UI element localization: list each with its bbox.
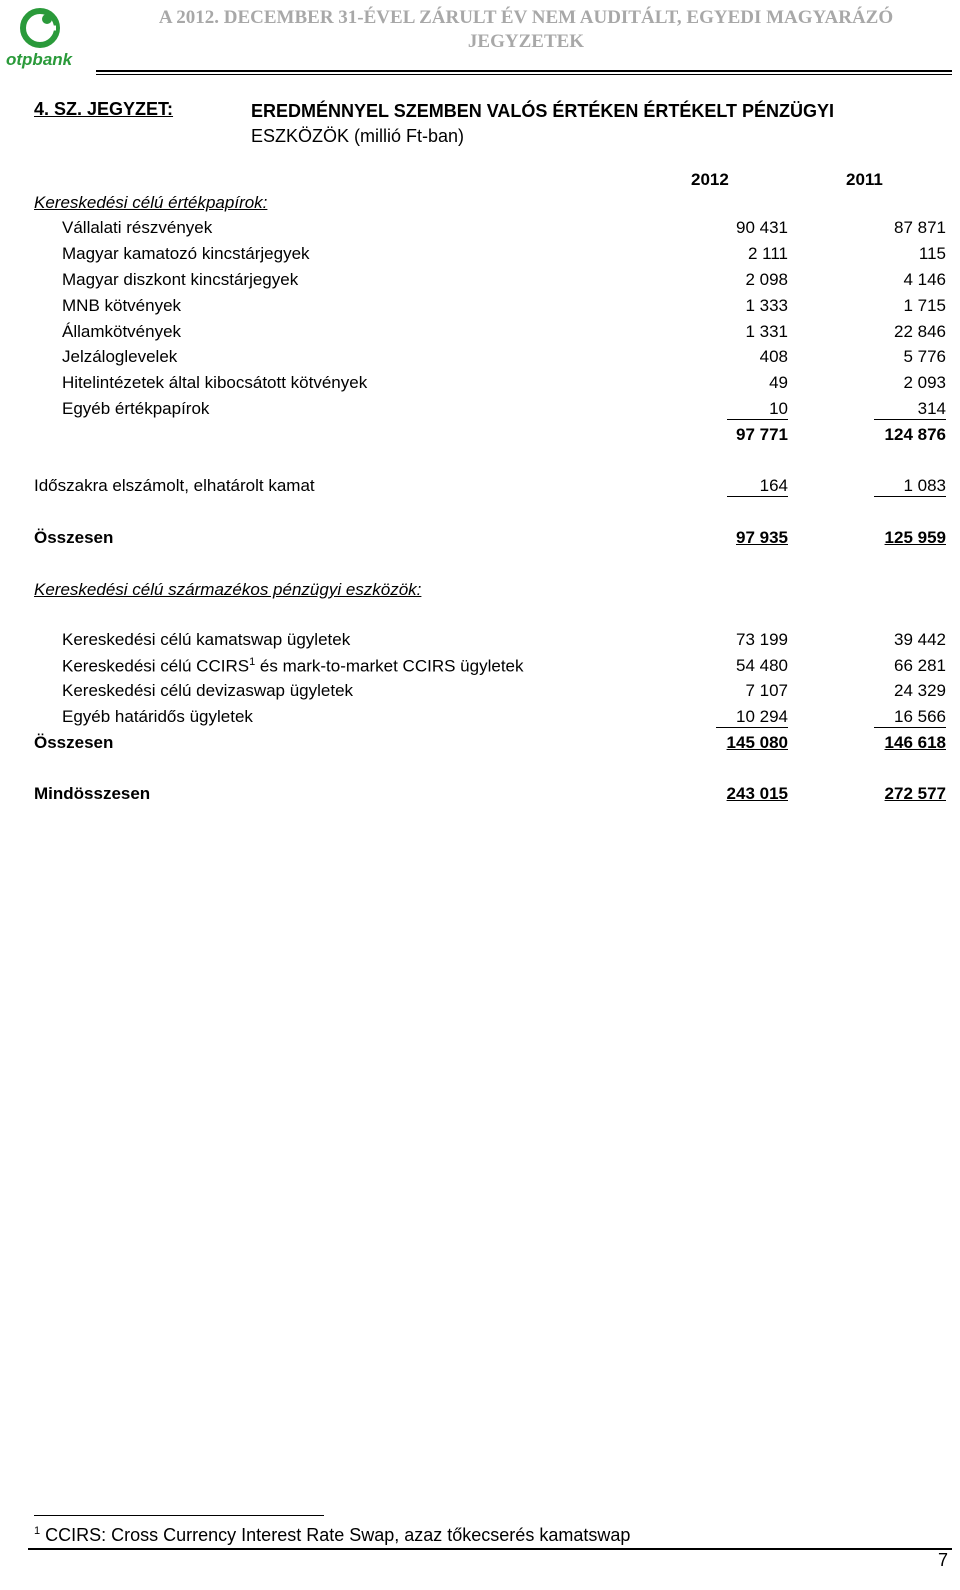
table-row — [0, 373, 960, 399]
value-2011: 1 083 — [903, 476, 946, 495]
total-label: Összesen — [34, 733, 114, 752]
value-2012: 54 480 — [736, 656, 788, 675]
page-number: 7 — [937, 1550, 948, 1570]
accrued-rule-2011 — [874, 496, 946, 497]
derivatives-rule-2011 — [874, 727, 946, 728]
value-2012: 2 098 — [745, 270, 788, 289]
section-heading-derivatives — [0, 580, 960, 606]
value-2012: 2 111 — [747, 244, 788, 263]
table-row — [0, 244, 960, 270]
table-row — [0, 296, 960, 322]
year-header-2011: 2011 — [846, 170, 883, 189]
table-row — [0, 656, 960, 682]
table-row — [0, 681, 960, 707]
row-label-end: és mark-to-market CCIRS ügyletek — [255, 656, 524, 676]
section-heading-securities — [0, 193, 960, 219]
value-2011: 22 846 — [894, 322, 946, 341]
accrued-rule-2012 — [727, 496, 788, 497]
note-title: EREDMÉNNYEL SZEMBEN VALÓS ÉRTÉKEN ÉRTÉKELT PÉNZÜGYI — [251, 101, 835, 121]
row-label: Időszakra elszámolt, elhatárolt kamat — [34, 476, 315, 495]
value-2012: 90 431 — [736, 218, 788, 237]
footnote-rule — [34, 1515, 324, 1516]
footnote-marker: 1 — [34, 1525, 41, 1537]
year-header-2012: 2012 — [691, 170, 729, 189]
row-label: Egyéb értékpapírok — [62, 399, 210, 418]
total-2012: 97 935 — [736, 528, 788, 547]
value-2012: 164 — [759, 476, 788, 495]
table-row — [0, 347, 960, 373]
value-2011: 115 — [918, 244, 946, 263]
total-label: Összesen — [34, 528, 114, 547]
value-2011: 39 442 — [894, 630, 946, 649]
value-2011: 314 — [917, 399, 946, 418]
header-rule-thin — [96, 74, 952, 75]
section-heading: Kereskedési célú származékos pénzügyi eszközök: — [34, 580, 422, 599]
value-2012: 1 333 — [745, 296, 788, 315]
logo-text: otpbank — [6, 50, 73, 69]
total-2011: 146 618 — [884, 733, 946, 752]
value-2011: 87 871 — [894, 218, 946, 237]
value-2012: 10 294 — [736, 707, 788, 726]
row-label: Kereskedési célú kamatswap ügyletek — [62, 630, 351, 649]
grand-total-2012: 243 015 — [726, 784, 788, 803]
subtotal-rule-2011 — [874, 419, 946, 420]
row-label-start: Kereskedési célú CCIRS — [62, 656, 250, 676]
row-label: Hitelintézetek által kibocsátott kötvények — [62, 373, 368, 392]
table-row — [0, 270, 960, 296]
value-2011: 2 093 — [903, 373, 946, 392]
subtotal-rule-2012 — [727, 419, 788, 420]
total-2012: 145 080 — [726, 733, 788, 752]
total-2011: 125 959 — [884, 528, 946, 547]
value-2011: 24 329 — [894, 681, 946, 700]
note-subtitle: ESZKÖZÖK (millió Ft-ban) — [251, 126, 465, 146]
table-row — [0, 399, 960, 425]
footnote-marker: 1 — [249, 656, 256, 668]
accrued-interest-row — [0, 476, 960, 502]
grand-total-2011: 272 577 — [884, 784, 946, 803]
table-row — [0, 707, 960, 733]
row-label — [62, 656, 524, 677]
row-label: Magyar diszkont kincstárjegyek — [62, 270, 299, 289]
row-label: Jelzáloglevelek — [62, 347, 178, 366]
subtotal-row — [0, 425, 960, 451]
grand-total-row — [0, 784, 960, 810]
value-2012: 10 — [769, 399, 788, 418]
value-2011: 66 281 — [894, 656, 946, 675]
page-header-title: A 2012. DECEMBER 31-ÉVEL ZÁRULT ÉV NEM AUDITÁLT, EGYEDI MAGYARÁZÓ JEGYZETEK — [158, 7, 894, 52]
row-label: Vállalati részvények — [62, 218, 213, 237]
value-2012: 7 107 — [745, 681, 788, 700]
footer-rule — [28, 1548, 952, 1550]
value-2011: 1 715 — [903, 296, 946, 315]
total-row — [0, 733, 960, 759]
row-label: Kereskedési célú devizaswap ügyletek — [62, 681, 354, 700]
value-2012: 73 199 — [736, 630, 788, 649]
subtotal-2011: 124 876 — [884, 425, 946, 444]
table-row — [0, 322, 960, 348]
total-row — [0, 528, 960, 554]
row-label: Államkötvények — [62, 322, 182, 341]
value-2011: 5 776 — [903, 347, 946, 366]
footnote-text: CCIRS: Cross Currency Interest Rate Swap, azaz tőkecserés kamatswap — [45, 1525, 631, 1545]
derivatives-rule-2012 — [716, 727, 788, 728]
value-2012: 408 — [759, 347, 788, 366]
row-label: MNB kötvények — [62, 296, 182, 315]
value-2011: 16 566 — [894, 707, 946, 726]
note-number: 4. SZ. JEGYZET: — [34, 99, 174, 119]
grand-total-label: Mindösszesen — [34, 784, 151, 803]
row-label: Magyar kamatozó kincstárjegyek — [62, 244, 310, 263]
value-2012: 1 331 — [745, 322, 788, 341]
footnote — [34, 1525, 630, 1546]
section-heading: Kereskedési célú értékpapírok: — [34, 193, 268, 212]
header-rule — [96, 70, 952, 72]
table-row — [0, 218, 960, 244]
subtotal-2012: 97 771 — [736, 425, 788, 444]
row-label: Egyéb határidős ügyletek — [62, 707, 253, 726]
table-row — [0, 630, 960, 656]
value-2012: 49 — [769, 373, 788, 392]
value-2011: 4 146 — [903, 270, 946, 289]
